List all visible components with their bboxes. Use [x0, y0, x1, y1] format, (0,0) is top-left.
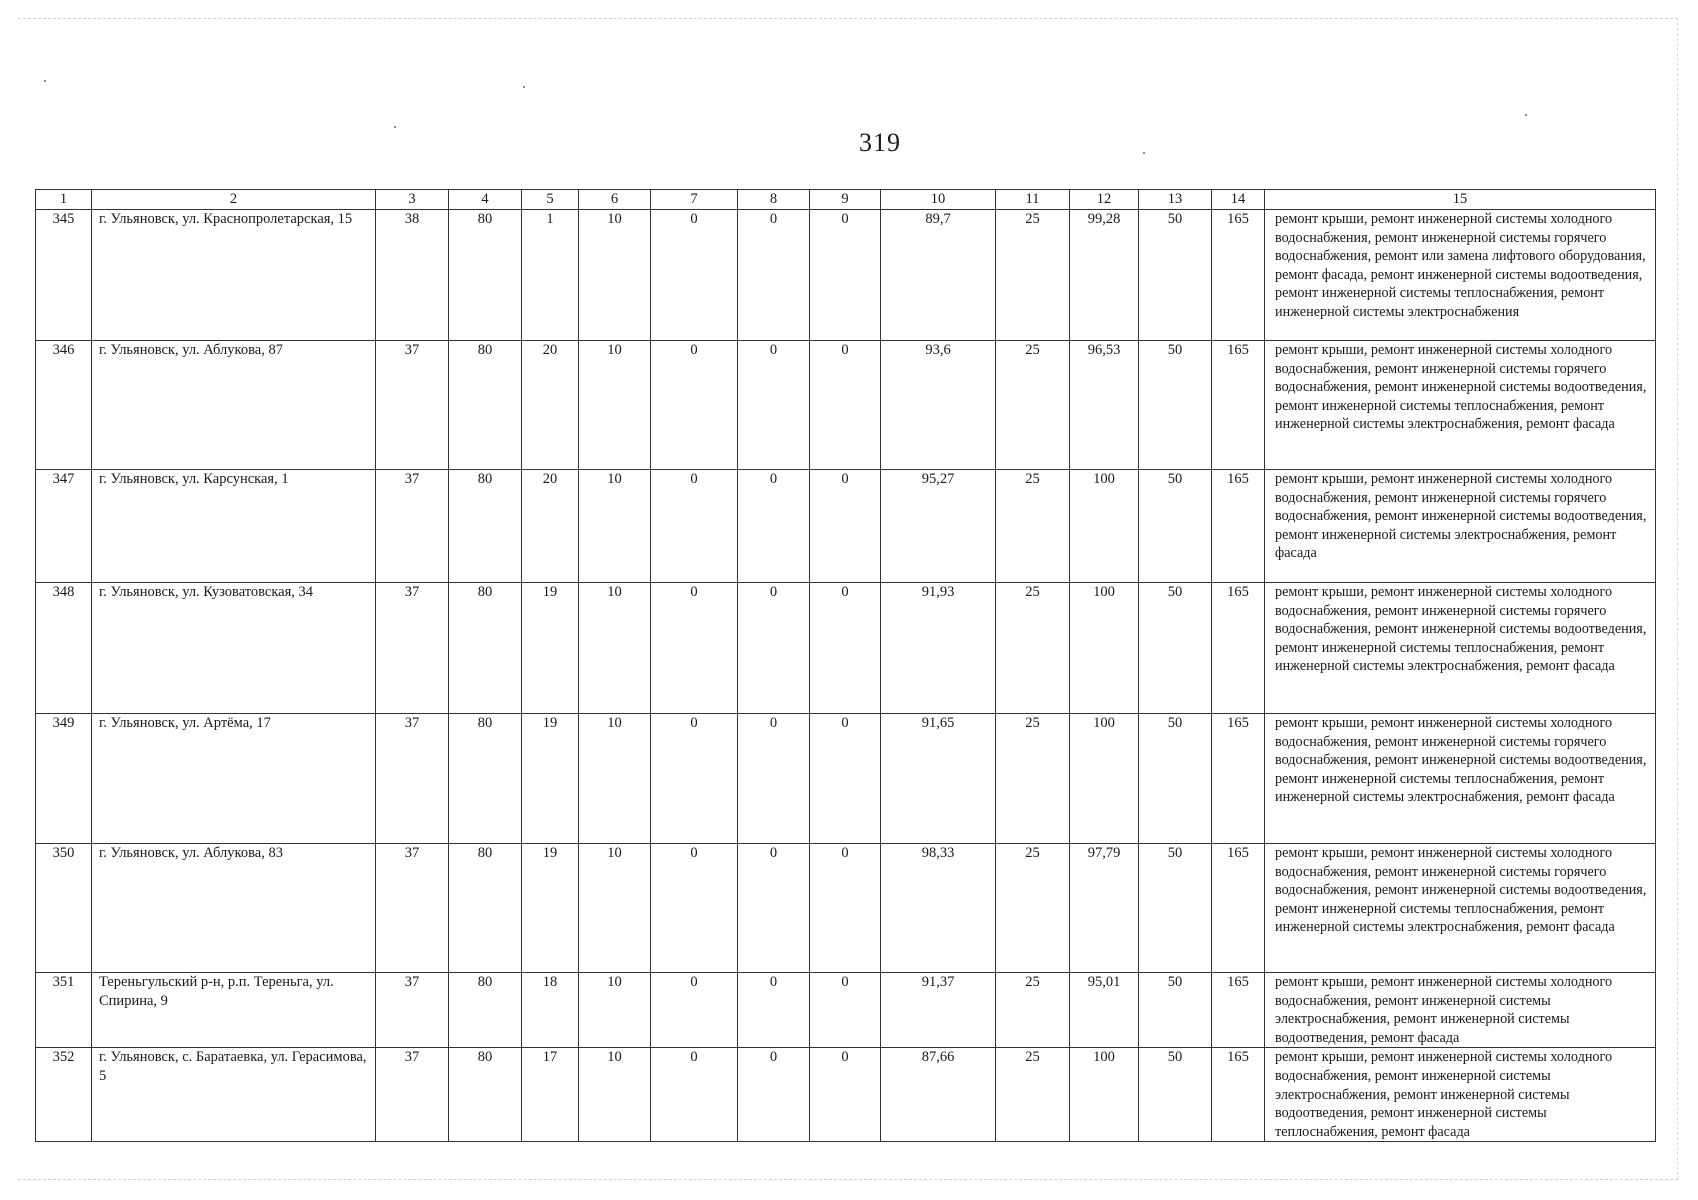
cell-col-3: 37 [376, 844, 449, 973]
cell-col-3: 37 [376, 341, 449, 470]
cell-col-8: 0 [738, 210, 810, 341]
cell-col-10: 95,27 [881, 470, 996, 583]
table-row [36, 583, 1656, 714]
cell-col-12: 95,01 [1070, 973, 1139, 1048]
cell-col-13: 50 [1139, 341, 1212, 470]
cell-col-13: 50 [1139, 470, 1212, 583]
cell-col-11: 25 [996, 1048, 1070, 1142]
cell-col-6: 10 [579, 210, 651, 341]
cell-col-6: 10 [579, 844, 651, 973]
cell-col-8: 0 [738, 1048, 810, 1142]
cell-col-4: 80 [449, 844, 522, 973]
cell-col-4: 80 [449, 583, 522, 714]
cell-col-10: 91,37 [881, 973, 996, 1048]
cell-col-3: 38 [376, 210, 449, 341]
cell-col-3: 37 [376, 1048, 449, 1142]
cell-col-9: 0 [810, 844, 881, 973]
cell-col-13: 50 [1139, 1048, 1212, 1142]
cell-col-10: 91,93 [881, 583, 996, 714]
cell-col-6: 10 [579, 714, 651, 844]
cell-col-10: 89,7 [881, 210, 996, 341]
cell-col-12: 100 [1070, 714, 1139, 844]
table-row [36, 341, 1656, 470]
scan-speck [44, 80, 46, 82]
row-number: 348 [36, 583, 92, 714]
cell-col-8: 0 [738, 714, 810, 844]
repair-works-list: ремонт крыши, ремонт инженерной системы холодного водоснабжения, ремонт инженерной системы горячего водоснабжения, ремонт инженерной системы водоотведения, ремонт инженерной системы теплоснабжения, ремонт инженерной системы электроснабжения, ремонт фасада [1265, 714, 1656, 844]
cell-col-11: 25 [996, 714, 1070, 844]
scan-speck [523, 86, 525, 88]
cell-col-5: 19 [522, 583, 579, 714]
column-header: 9 [810, 190, 881, 210]
cell-col-9: 0 [810, 714, 881, 844]
building-address: г. Ульяновск, ул. Артёма, 17 [92, 714, 376, 844]
table-row [36, 470, 1656, 583]
repair-works-list: ремонт крыши, ремонт инженерной системы холодного водоснабжения, ремонт инженерной системы горячего водоснабжения, ремонт инженерной системы водоотведения, ремонт инженерной системы теплоснабжения, ремонт инженерной системы электроснабжения, ремонт фасада [1265, 583, 1656, 714]
cell-col-5: 20 [522, 470, 579, 583]
cell-col-9: 0 [810, 973, 881, 1048]
cell-col-9: 0 [810, 583, 881, 714]
cell-col-8: 0 [738, 583, 810, 714]
cell-col-7: 0 [651, 1048, 738, 1142]
cell-col-4: 80 [449, 973, 522, 1048]
cell-col-8: 0 [738, 844, 810, 973]
cell-col-7: 0 [651, 844, 738, 973]
cell-col-12: 99,28 [1070, 210, 1139, 341]
table-row [36, 714, 1656, 844]
row-number: 351 [36, 973, 92, 1048]
repair-works-list: ремонт крыши, ремонт инженерной системы холодного водоснабжения, ремонт инженерной системы электроснабжения, ремонт инженерной системы водоотведения, ремонт фасада [1265, 973, 1656, 1048]
column-header: 1 [36, 190, 92, 210]
column-header: 13 [1139, 190, 1212, 210]
row-number: 346 [36, 341, 92, 470]
cell-col-9: 0 [810, 470, 881, 583]
column-header: 12 [1070, 190, 1139, 210]
cell-col-10: 91,65 [881, 714, 996, 844]
column-header: 8 [738, 190, 810, 210]
column-header: 14 [1212, 190, 1265, 210]
cell-col-11: 25 [996, 583, 1070, 714]
row-number: 345 [36, 210, 92, 341]
table-row [36, 210, 1656, 341]
cell-col-8: 0 [738, 470, 810, 583]
cell-col-13: 50 [1139, 210, 1212, 341]
cell-col-14: 165 [1212, 210, 1265, 341]
cell-col-7: 0 [651, 210, 738, 341]
cell-col-14: 165 [1212, 844, 1265, 973]
cell-col-6: 10 [579, 470, 651, 583]
cell-col-14: 165 [1212, 583, 1265, 714]
cell-col-12: 100 [1070, 583, 1139, 714]
row-number: 349 [36, 714, 92, 844]
cell-col-4: 80 [449, 470, 522, 583]
cell-col-8: 0 [738, 973, 810, 1048]
building-address: г. Ульяновск, ул. Краснопролетарская, 15 [92, 210, 376, 341]
column-header: 3 [376, 190, 449, 210]
repair-works-list: ремонт крыши, ремонт инженерной системы холодного водоснабжения, ремонт инженерной системы горячего водоснабжения, ремонт инженерной системы водоотведения, ремонт инженерной системы теплоснабжения, ремонт инженерной системы электроснабжения, ремонт фасада [1265, 341, 1656, 470]
column-header: 6 [579, 190, 651, 210]
cell-col-4: 80 [449, 1048, 522, 1142]
cell-col-3: 37 [376, 714, 449, 844]
cell-col-3: 37 [376, 973, 449, 1048]
cell-col-7: 0 [651, 714, 738, 844]
cell-col-3: 37 [376, 583, 449, 714]
repair-program-table [35, 189, 1656, 1142]
cell-col-3: 37 [376, 470, 449, 583]
page-number: 319 [859, 128, 901, 157]
cell-col-5: 17 [522, 1048, 579, 1142]
repair-works-list: ремонт крыши, ремонт инженерной системы холодного водоснабжения, ремонт инженерной системы горячего водоснабжения, ремонт или замена лифтового оборудования, ремонт фасада, ремонт инженерной системы водоотведения, ремонт инженерной системы теплоснабжения, ремонт инженерной системы электроснабжения [1265, 210, 1656, 341]
column-header: 5 [522, 190, 579, 210]
cell-col-14: 165 [1212, 341, 1265, 470]
cell-col-7: 0 [651, 341, 738, 470]
cell-col-5: 18 [522, 973, 579, 1048]
cell-col-4: 80 [449, 714, 522, 844]
cell-col-9: 0 [810, 210, 881, 341]
cell-col-14: 165 [1212, 714, 1265, 844]
cell-col-11: 25 [996, 844, 1070, 973]
table-row [36, 1048, 1656, 1142]
column-header: 11 [996, 190, 1070, 210]
table-row [36, 844, 1656, 973]
building-address: г. Ульяновск, ул. Кузоватовская, 34 [92, 583, 376, 714]
cell-col-9: 0 [810, 1048, 881, 1142]
cell-col-11: 25 [996, 210, 1070, 341]
table-header-row [36, 190, 1656, 210]
column-header: 10 [881, 190, 996, 210]
cell-col-7: 0 [651, 470, 738, 583]
cell-col-6: 10 [579, 1048, 651, 1142]
cell-col-5: 20 [522, 341, 579, 470]
cell-col-4: 80 [449, 210, 522, 341]
cell-col-8: 0 [738, 341, 810, 470]
cell-col-13: 50 [1139, 973, 1212, 1048]
cell-col-9: 0 [810, 341, 881, 470]
cell-col-10: 98,33 [881, 844, 996, 973]
row-number: 347 [36, 470, 92, 583]
building-address: Тереньгульский р-н, р.п. Тереньга, ул. Спирина, 9 [92, 973, 376, 1048]
cell-col-14: 165 [1212, 1048, 1265, 1142]
column-header: 2 [92, 190, 376, 210]
cell-col-5: 19 [522, 714, 579, 844]
cell-col-10: 87,66 [881, 1048, 996, 1142]
cell-col-4: 80 [449, 341, 522, 470]
cell-col-6: 10 [579, 583, 651, 714]
cell-col-5: 19 [522, 844, 579, 973]
cell-col-14: 165 [1212, 973, 1265, 1048]
cell-col-13: 50 [1139, 714, 1212, 844]
cell-col-11: 25 [996, 973, 1070, 1048]
scan-speck [1525, 114, 1527, 116]
row-number: 350 [36, 844, 92, 973]
cell-col-7: 0 [651, 583, 738, 714]
cell-col-14: 165 [1212, 470, 1265, 583]
cell-col-13: 50 [1139, 844, 1212, 973]
cell-col-12: 96,53 [1070, 341, 1139, 470]
building-address: г. Ульяновск, ул. Аблукова, 83 [92, 844, 376, 973]
cell-col-5: 1 [522, 210, 579, 341]
cell-col-12: 100 [1070, 1048, 1139, 1142]
cell-col-11: 25 [996, 470, 1070, 583]
cell-col-6: 10 [579, 341, 651, 470]
row-number: 352 [36, 1048, 92, 1142]
building-address: г. Ульяновск, с. Баратаевка, ул. Герасимова, 5 [92, 1048, 376, 1142]
cell-col-11: 25 [996, 341, 1070, 470]
table-row [36, 973, 1656, 1048]
repair-works-list: ремонт крыши, ремонт инженерной системы холодного водоснабжения, ремонт инженерной системы горячего водоснабжения, ремонт инженерной системы водоотведения, ремонт инженерной системы электроснабжения, ремонт фасада [1265, 470, 1656, 583]
cell-col-7: 0 [651, 973, 738, 1048]
building-address: г. Ульяновск, ул. Карсунская, 1 [92, 470, 376, 583]
repair-works-list: ремонт крыши, ремонт инженерной системы холодного водоснабжения, ремонт инженерной системы горячего водоснабжения, ремонт инженерной системы водоотведения, ремонт инженерной системы теплоснабжения, ремонт инженерной системы электроснабжения, ремонт фасада [1265, 844, 1656, 973]
column-header: 7 [651, 190, 738, 210]
cell-col-12: 100 [1070, 470, 1139, 583]
cell-col-6: 10 [579, 973, 651, 1048]
building-address: г. Ульяновск, ул. Аблукова, 87 [92, 341, 376, 470]
cell-col-13: 50 [1139, 583, 1212, 714]
repair-works-list: ремонт крыши, ремонт инженерной системы холодного водоснабжения, ремонт инженерной системы электроснабжения, ремонт инженерной системы водоотведения, ремонт инженерной системы теплоснабжения, ремонт фасада [1265, 1048, 1656, 1142]
column-header: 15 [1265, 190, 1656, 210]
cell-col-10: 93,6 [881, 341, 996, 470]
column-header: 4 [449, 190, 522, 210]
cell-col-12: 97,79 [1070, 844, 1139, 973]
